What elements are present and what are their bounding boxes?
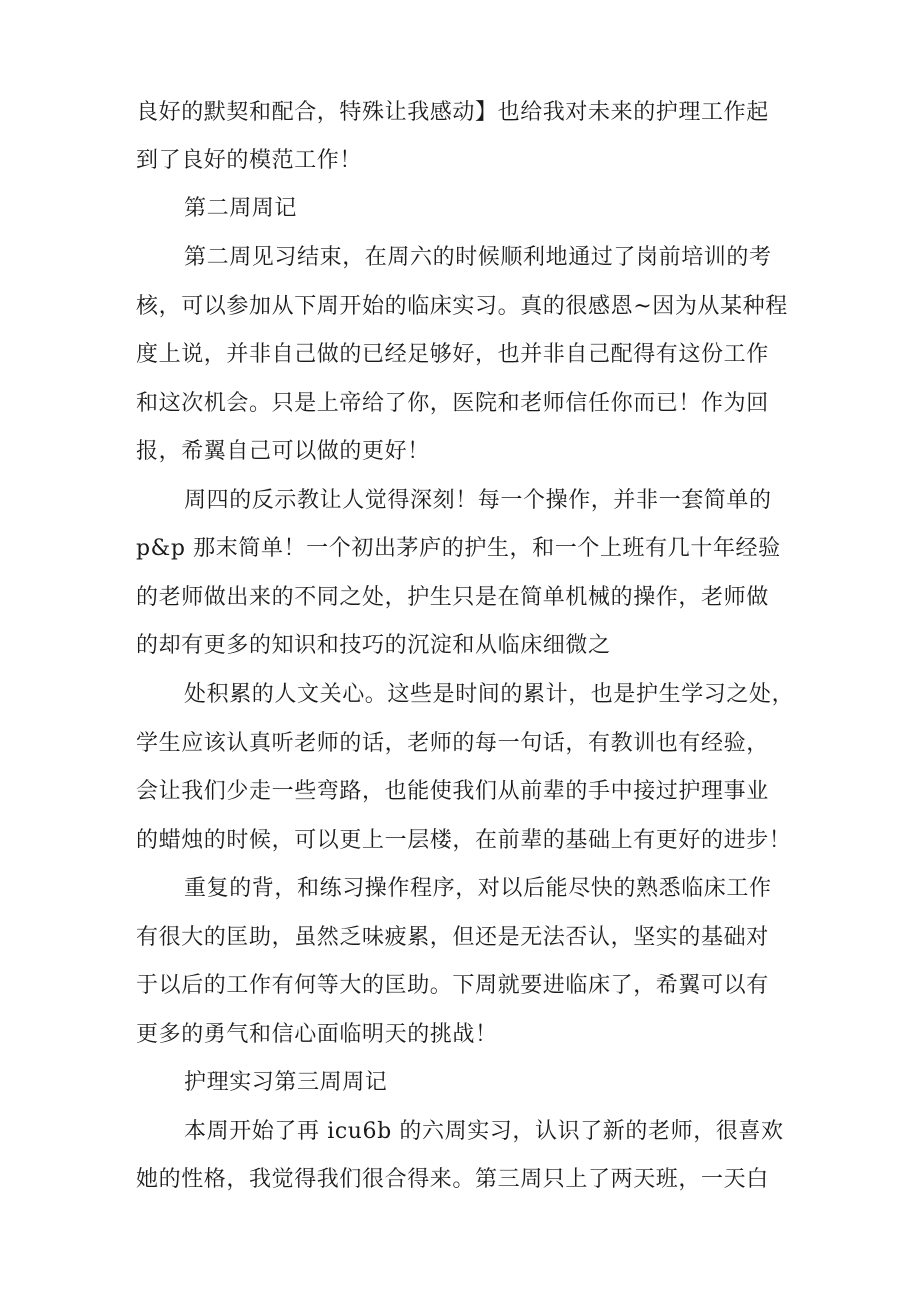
text-line: 的老师做出来的不同之处，护生只是在简单机械的操作，老师做	[136, 585, 769, 610]
text-line: 会让我们少走一些弯路，也能使我们从前辈的手中接过护理事业	[136, 779, 769, 804]
text-line: 第二周见习结束，在周六的时候顺利地通过了岗前培训的考	[184, 245, 772, 270]
text-line: 良好的默契和配合，特殊让我感动】也给我对未来的护理工作起	[136, 100, 769, 125]
text-line: 到了良好的模范工作！	[136, 148, 363, 173]
section-heading: 护理实习第三周周记	[184, 1070, 388, 1095]
text-line: 本周开始了再 icu6b 的六周实习，认识了新的老师，很喜欢	[184, 1119, 784, 1144]
text-line: 报，希翼自己可以做的更好！	[136, 439, 430, 464]
text-line: 她的性格，我觉得我们很合得来。第三周只上了两天班，一天白	[136, 1167, 769, 1192]
text-line: 重复的背，和练习操作程序，对以后能尽快的熟悉临床工作	[184, 876, 772, 901]
text-line: 的蜡烛的时候，可以更上一层楼，在前辈的基础上有更好的进步！	[136, 828, 792, 853]
text-line: 有很大的匡助，虽然乏味疲累，但还是无法否认，坚实的基础对	[136, 925, 769, 950]
text-line: 周四的反示教让人觉得深刻！每一个操作，并非一套简单的	[184, 488, 772, 513]
text-line: 和这次机会。只是上帝给了你，医院和老师信任你而已！作为回	[136, 391, 769, 416]
text-line: 学生应该认真听老师的话，老师的每一句话，有教训也有经验，	[136, 731, 769, 756]
text-line: p&p 那末简单！一个初出茅庐的护生，和一个上班有几十年经验	[136, 536, 781, 561]
text-line: 于以后的工作有何等大的匡助。下周就要进临床了，希翼可以有	[136, 973, 769, 998]
text-line: 更多的勇气和信心面临明天的挑战！	[136, 1022, 498, 1047]
text-line: 核，可以参加从下周开始的临床实习。真的很感恩~因为从某种程	[136, 294, 788, 319]
text-line: 的却有更多的知识和技巧的沉淀和从临床细微之	[136, 633, 611, 658]
section-heading: 第二周周记	[184, 196, 298, 221]
text-line: 度上说，并非自己做的已经足够好，也并非自己配得有这份工作	[136, 342, 769, 367]
text-line: 处积累的人文关心。这些是时间的累计，也是护生学习之处，	[184, 682, 795, 707]
